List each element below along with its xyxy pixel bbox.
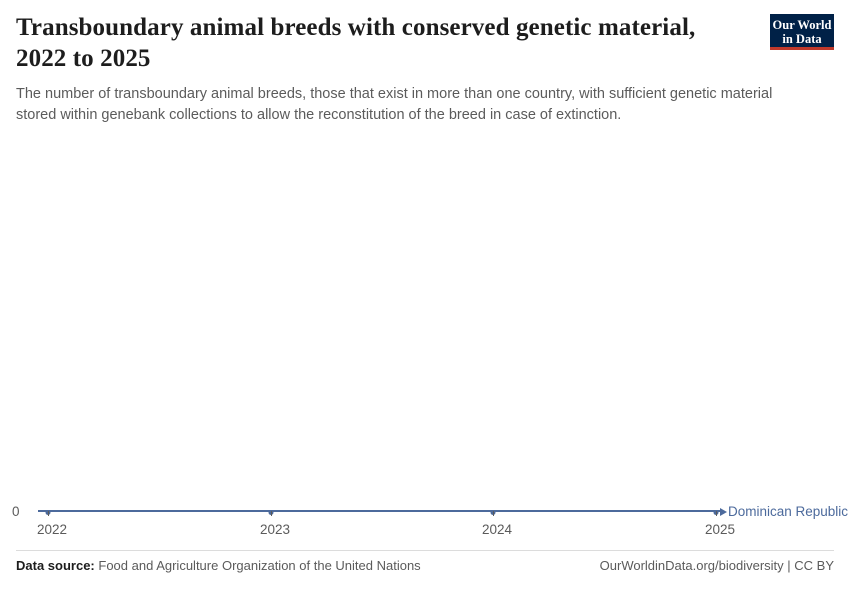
- x-axis-tick-2024: [493, 511, 494, 516]
- owid-logo-line2: in Data: [782, 32, 822, 46]
- owid-logo[interactable]: [770, 14, 834, 50]
- data-source-value: Food and Agriculture Organization of the United Nations: [98, 558, 421, 573]
- plot-region[interactable]: [12, 120, 849, 537]
- page-title: Transboundary animal breeds with conserved genetic material, 2022 to 2025: [16, 14, 696, 72]
- x-axis-tick-2023: [271, 511, 272, 516]
- owid-logo-line1: Our World: [772, 18, 832, 32]
- footer-links[interactable]: [600, 558, 834, 573]
- x-axis-label-2025: 2025: [704, 522, 736, 537]
- x-axis-label-2024: 2024: [481, 522, 513, 537]
- owid-url[interactable]: OurWorldinData.org/biodiversity: [599, 558, 784, 573]
- x-axis-tick-2022: [48, 511, 49, 516]
- license-label[interactable]: CC BY: [794, 558, 834, 573]
- series-line-dominican-republic[interactable]: [38, 510, 720, 512]
- series-label-dominican-republic[interactable]: Dominican Republic: [728, 504, 849, 519]
- x-axis-tick-2025: [716, 511, 717, 516]
- x-axis-label-2022: 2022: [36, 522, 68, 537]
- chart-footer: [16, 550, 834, 584]
- x-axis-arrow-icon: [720, 508, 727, 516]
- data-source-label: Data source:: [16, 558, 95, 573]
- x-axis-label-2023: 2023: [259, 522, 291, 537]
- y-axis-tick-label-0: 0: [12, 504, 20, 519]
- footer-separator: |: [783, 558, 795, 573]
- chart-area[interactable]: [12, 120, 849, 552]
- data-source: [16, 558, 421, 573]
- chart-header: [16, 12, 834, 126]
- chart-subtitle: The number of transboundary animal breeds, those that exist in more than one country, with sufficient genetic material stored within genebank collections to allow the reconstitution of the breed in case of extinction.: [16, 86, 773, 124]
